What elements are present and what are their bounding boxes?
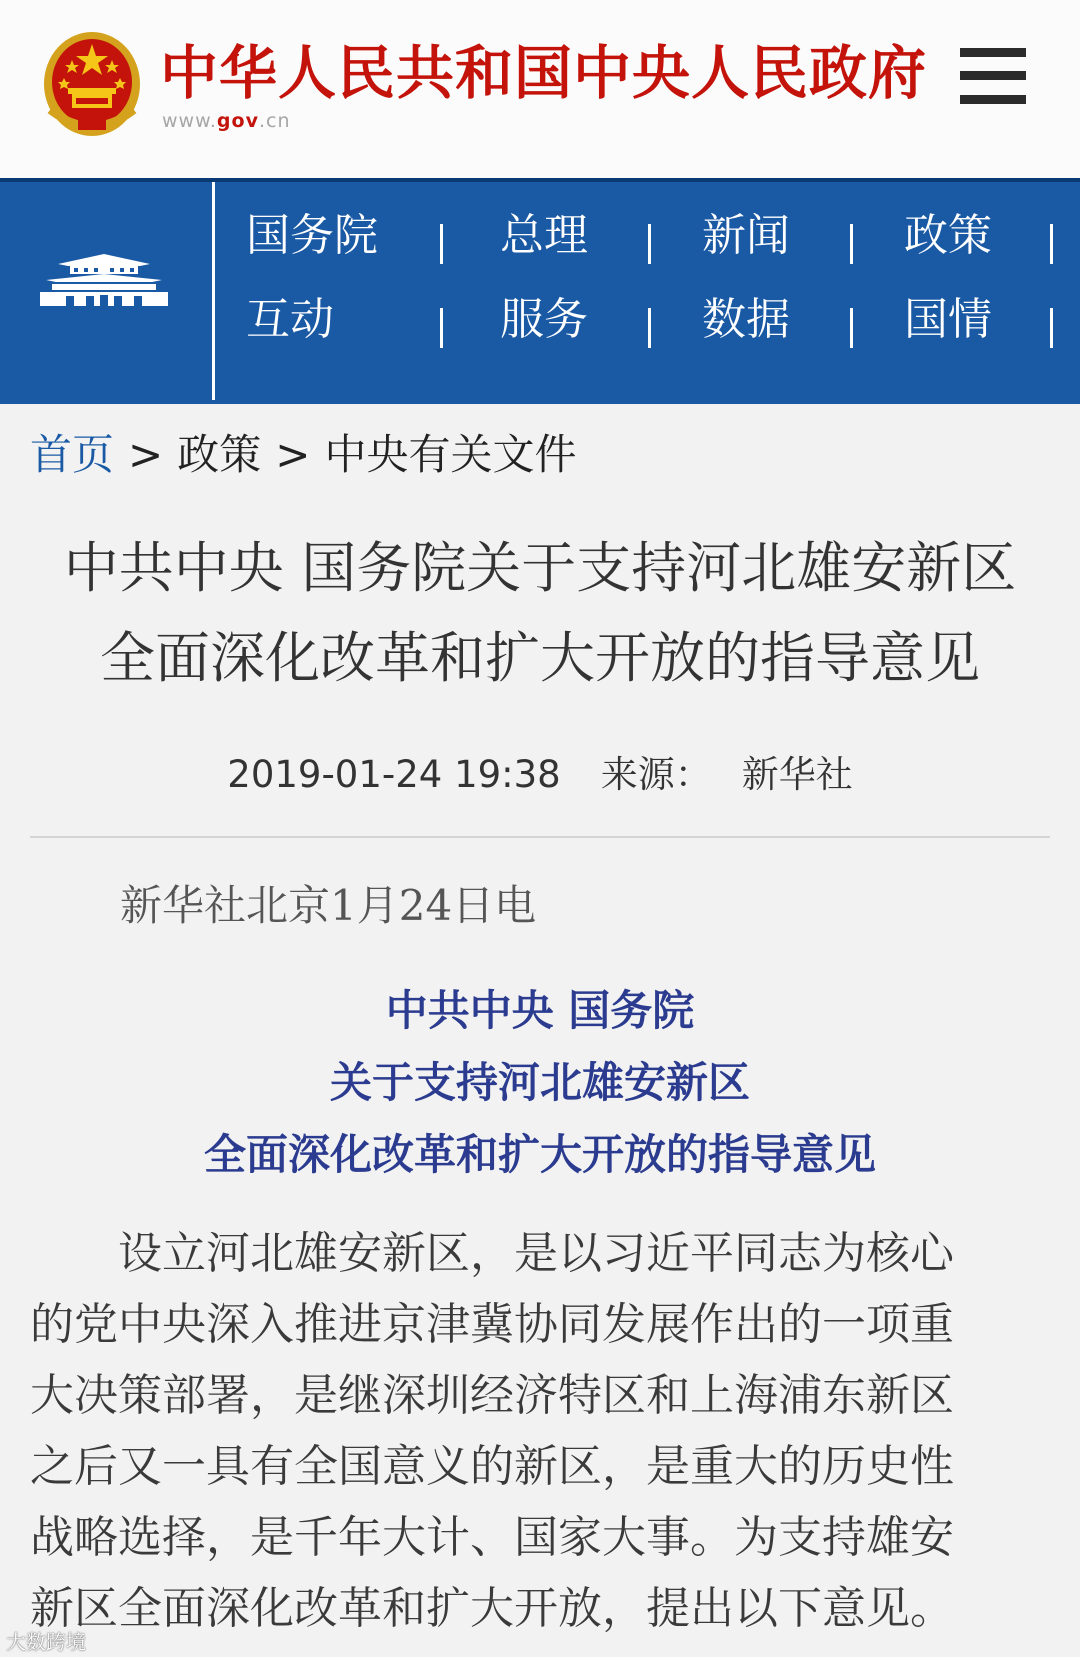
nav-separator	[440, 308, 443, 348]
nav-separator	[648, 308, 651, 348]
paragraph-line: 之后又一具有全国意义的新区，是重大的历史性	[30, 1441, 954, 1492]
nav-separator	[850, 224, 853, 264]
document-heading-line: 全面深化改革和扩大开放的指导意见	[203, 1130, 876, 1179]
article-paragraph	[30, 1218, 1050, 1644]
document-heading-line: 关于支持河北雄安新区	[329, 1058, 750, 1107]
nav-item-guowuyuan[interactable]: 国务院	[246, 210, 378, 261]
paragraph-line: 的党中央深入推进京津冀协同发展作出的一项重	[30, 1299, 954, 1350]
site-header	[0, 0, 1080, 180]
nav-item-guoqing[interactable]: 国情	[904, 294, 992, 345]
paragraph-line: 新区全面深化改革和扩大开放，提出以下意见。	[30, 1583, 954, 1634]
article-meta	[0, 750, 1080, 800]
nav-logo[interactable]	[0, 182, 215, 400]
article-title-line: 中共中央 国务院关于支持河北雄安新区	[63, 536, 1017, 600]
breadcrumb-central-documents[interactable]: 中央有关文件	[324, 430, 577, 479]
nav-item-xinwen[interactable]: 新闻	[702, 210, 790, 261]
nav-item-fuwu[interactable]: 服务	[500, 294, 588, 345]
nav-item-zhengce[interactable]: 政策	[904, 210, 992, 261]
source-label: 来源：	[600, 753, 712, 796]
watermark: 大数跨境	[6, 1630, 86, 1654]
publish-date: 2019-01-24 19:38	[227, 753, 561, 796]
breadcrumb-separator: >	[128, 430, 164, 479]
menu-bar	[960, 95, 1026, 104]
breadcrumb	[30, 430, 576, 480]
national-emblem-icon[interactable]	[42, 30, 142, 138]
article-title	[20, 523, 1060, 703]
breadcrumb-home[interactable]: 首页	[30, 430, 115, 479]
document-heading-line: 中共中央 国务院	[385, 986, 695, 1035]
dateline: 新华社北京1月24日电	[120, 881, 537, 930]
site-url	[162, 110, 291, 132]
breadcrumb-policy[interactable]: 政策	[177, 430, 262, 479]
nav-separator	[440, 224, 443, 264]
nav-separator	[850, 308, 853, 348]
nav-item-hudong[interactable]: 互动	[246, 294, 334, 345]
paragraph-line: 设立河北雄安新区，是以习近平同志为核心	[30, 1228, 954, 1279]
site-url-prefix: www.	[162, 110, 217, 132]
document-heading	[0, 975, 1080, 1191]
menu-bar	[960, 48, 1026, 57]
tiananmen-gate-icon	[36, 250, 172, 310]
breadcrumb-separator: >	[275, 430, 311, 479]
menu-bar	[960, 71, 1026, 80]
site-title[interactable]: 中华人民共和国中央人民政府	[160, 39, 928, 107]
source-name: 新华社	[741, 753, 853, 796]
divider	[30, 836, 1050, 838]
nav-item-shuju[interactable]: 数据	[702, 294, 790, 345]
nav-item-zongli[interactable]: 总理	[500, 210, 588, 261]
nav-separator	[1050, 224, 1053, 264]
paragraph-line: 大决策部署，是继深圳经济特区和上海浦东新区	[30, 1370, 954, 1421]
main-nav	[0, 178, 1080, 404]
paragraph-line: 战略选择，是千年大计、国家大事。为支持雄安	[30, 1512, 954, 1563]
nav-separator	[1050, 308, 1053, 348]
site-url-suffix: .cn	[258, 110, 291, 132]
site-url-accent: gov	[216, 110, 259, 132]
hamburger-menu-icon[interactable]	[960, 45, 1026, 107]
article-title-line: 全面深化改革和扩大开放的指导意见	[99, 626, 980, 690]
nav-separator	[648, 224, 651, 264]
